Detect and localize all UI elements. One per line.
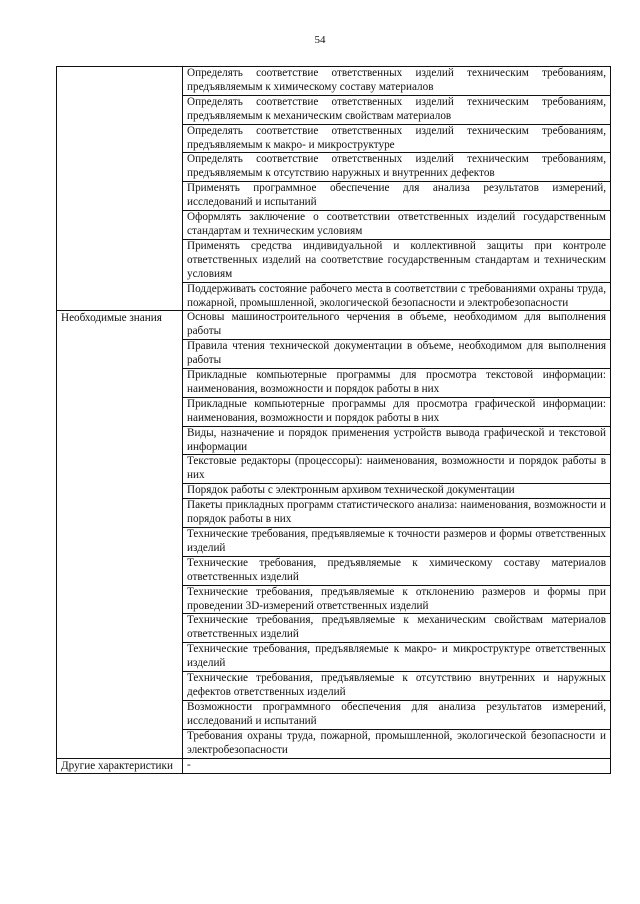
row-text: Технические требования, предъявляемые к точности размеров и формы ответственных изделий: [183, 528, 611, 557]
section-label-other: Другие характеристики: [57, 758, 183, 773]
row-text: Технические требования, предъявляемые к механическим свойствам материалов ответственных изделий: [183, 614, 611, 643]
page-number: 54: [314, 34, 326, 46]
row-text: Определять соответствие ответственных изделий техническим требованиям, предъявляемым к химическому составу материалов: [183, 67, 611, 96]
row-text: -: [183, 758, 611, 773]
table-row: [57, 311, 611, 340]
row-text: Применять программное обеспечение для анализа результатов измерений, исследований и испытаний: [183, 182, 611, 211]
table-row: [57, 758, 611, 773]
row-text: Определять соответствие ответственных изделий техническим требованиям, предъявляемым к отсутствию наружных и внутренних дефектов: [183, 153, 611, 182]
row-text: Определять соответствие ответственных изделий техническим требованиям, предъявляемым к макро- и микроструктуре: [183, 124, 611, 153]
row-text: Технические требования, предъявляемые к химическому составу материалов ответственных изделий: [183, 556, 611, 585]
row-text: Технические требования, предъявляемые к макро- и микроструктуре ответственных изделий: [183, 643, 611, 672]
row-text: Текстовые редакторы (процессоры): наименования, возможности и порядок работы в них: [183, 455, 611, 484]
row-text: Оформлять заключение о соответствии ответственных изделий государственным стандартам и техническим условиям: [183, 211, 611, 240]
row-text: Прикладные компьютерные программы для просмотра графической информации: наименования, возможности и порядок работы в них: [183, 397, 611, 426]
requirements-table: [56, 66, 611, 774]
row-text: Порядок работы с электронным архивом технической документации: [183, 484, 611, 499]
row-label: [57, 67, 183, 311]
row-text: Прикладные компьютерные программы для просмотра текстовой информации: наименования, возможности и порядок работы в них: [183, 369, 611, 398]
row-text: Применять средства индивидуальной и коллективной защиты при контроле ответственных изделий на соответствие государственным стандартам и техническим условиям: [183, 239, 611, 282]
row-text: Поддерживать состояние рабочего места в соответствии с требованиями охраны труда, пожарной, промышленной, экологической безопасности и электробезопасности: [183, 282, 611, 311]
row-text: Определять соответствие ответственных изделий техническим требованиям, предъявляемым к механическим свойствам материалов: [183, 95, 611, 124]
row-text: Технические требования, предъявляемые к отсутствию внутренних и наружных дефектов ответственных изделий: [183, 672, 611, 701]
row-text: Технические требования, предъявляемые к отклонению размеров и формы при проведении 3D-измерений ответственных изделий: [183, 585, 611, 614]
row-text: Требования охраны труда, пожарной, промышленной, экологической безопасности и электробезопасности: [183, 729, 611, 758]
row-text: Возможности программного обеспечения для анализа результатов измерений, исследований и испытаний: [183, 700, 611, 729]
row-text: Пакеты прикладных программ статистического анализа: наименования, возможности и порядок работы в них: [183, 499, 611, 528]
table-row: [57, 67, 611, 96]
row-text: Основы машиностроительного черчения в объеме, необходимом для выполнения работы: [183, 311, 611, 340]
row-text: Виды, назначение и порядок применения устройств вывода графической и текстовой информации: [183, 426, 611, 455]
section-label-knowledge: Необходимые знания: [57, 311, 183, 758]
row-text: Правила чтения технической документации в объеме, необходимом для выполнения работы: [183, 340, 611, 369]
